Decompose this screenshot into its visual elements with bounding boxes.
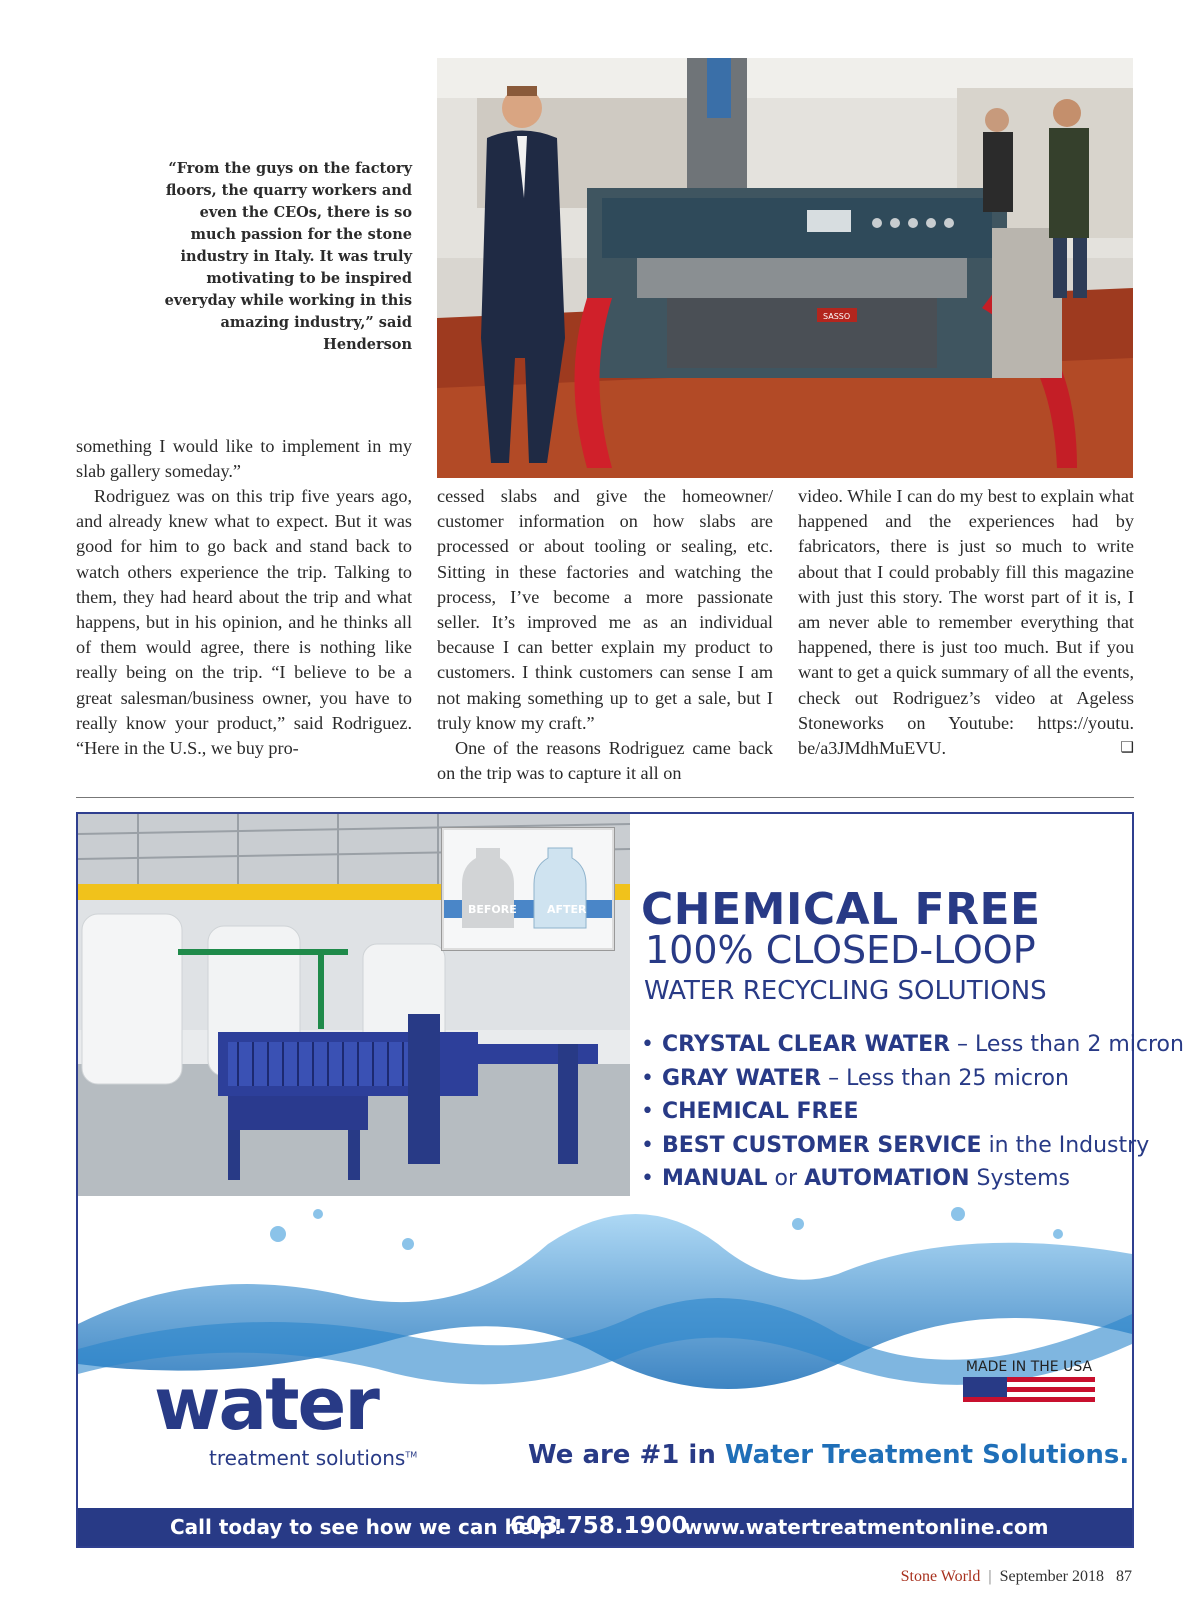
article-photo <box>437 58 1133 478</box>
ad-headline-water-recycling: WATER RECYCLING SOLUTIONS <box>644 976 1047 1006</box>
made-in-usa-badge <box>963 1359 1095 1409</box>
feature-bold: GRAY WATER <box>661 1065 822 1091</box>
ad-contact-bar <box>78 1508 1132 1546</box>
list-item: • CHEMICAL FREE <box>641 1099 859 1124</box>
feature-mid: or <box>767 1166 805 1191</box>
inset-before-label: BEFORE <box>468 903 517 916</box>
magazine-name: Stone World <box>900 1568 981 1585</box>
feature-rest: – Less than 2 micron <box>950 1032 1184 1057</box>
feature-bold: BEST CUSTOMER SERVICE <box>661 1132 982 1158</box>
inset-after-label: AFTER <box>547 903 587 916</box>
page-footer <box>901 1568 1132 1586</box>
article-text <box>798 484 1134 761</box>
feature-bold-2: AUTOMATION <box>804 1166 970 1191</box>
ad-feature-list <box>641 1028 1184 1196</box>
pull-quote: “From the guys on the factory floors, the quarry workers and even the CEOs, there is so much passion for the stone industry in Italy. It was truly motivating to be inspired everyday while working in this amazing industry,” said Henderson <box>164 160 412 353</box>
feature-bold: MANUAL <box>661 1166 768 1191</box>
feature-bold: CRYSTAL CLEAR WATER <box>661 1032 951 1057</box>
article-text: cessed slabs and give the homeowner/ customer information on how slabs are processed or about tooling or sealing, etc. Sitting in these factories and watching the process, I’ve become a more passionate seller. It’s improved me as an individual because I can better explain my product to customers. I think customers can sense I am not making something up to get a sale, but I truly know my craft.” <box>437 486 773 733</box>
page-number: 87 <box>1116 1568 1132 1585</box>
article-text: One of the reasons Rodriguez came back on the trip was to capture it all on <box>437 738 773 784</box>
before-after-inset <box>442 828 614 950</box>
article-text-span: video. While I can do my best to explain what happened and the experiences had by fabricators, there is just so much to write about that I could probably fill this magazine with just this story. The worst part of it is, I am never able to remember everything that happened, there is just too much. But if you want to get a quick summary of all the events, check out Rodriguez’s video at Ageless Stoneworks on Youtube: https://youtu. be/a3JMdhMuEVU. <box>798 486 1134 759</box>
ad-headline-chemical-free: CHEMICAL FREE <box>641 884 1041 935</box>
ad-tagline <box>528 1440 1129 1470</box>
feature-rest: in the Industry <box>981 1132 1150 1158</box>
list-item: • CRYSTAL CLEAR WATER – Less than 2 micron <box>641 1032 1184 1057</box>
feature-rest: – Less than 25 micron <box>821 1065 1069 1091</box>
advertisement <box>76 812 1184 1548</box>
call-to-action: Call today to see how we can help! <box>170 1515 563 1539</box>
article-column-1-top <box>76 434 412 484</box>
ad-factory-photo <box>78 814 630 1196</box>
trademark-mark: TM <box>405 1450 418 1460</box>
section-divider <box>76 797 1134 798</box>
website-url: www.watertreatmentonline.com <box>684 1515 1049 1539</box>
feature-rest: Systems <box>969 1166 1071 1191</box>
water-logo-subtitle <box>209 1446 417 1470</box>
tagline-part-b: Water Treatment Solutions. <box>724 1440 1130 1470</box>
article-text: something I would like to implement in my slab gallery someday.” <box>76 436 412 482</box>
list-item: • MANUAL or AUTOMATION Systems <box>641 1166 1071 1191</box>
made-in-usa-label: MADE IN THE USA <box>965 1359 1093 1375</box>
water-logo-wordmark: water <box>154 1362 378 1446</box>
list-item: • GRAY WATER – Less than 25 micron <box>641 1065 1069 1091</box>
article-column-2 <box>437 484 773 786</box>
article-text: Rodriguez was on this trip five years ago, and already knew what to expect. But it was good for him to go back and stand back to watch others experience the trip. Talking to them, they had heard about the trip and what happens, but in his opinion, and he thinks all of them would agree, there is nothing like really being on the trip. “I believe to be a great salesman/business owner, you have to really know your product,” said Rodriguez. “Here in the U.S., we buy pro- <box>76 486 412 759</box>
article-column-3 <box>798 484 1134 761</box>
ad-headline-closed-loop: 100% CLOSED-LOOP <box>645 928 1036 972</box>
list-item: • BEST CUSTOMER SERVICE in the Industry <box>641 1132 1150 1158</box>
end-mark: ❑ <box>1120 740 1134 757</box>
feature-bold: CHEMICAL FREE <box>661 1099 859 1124</box>
logo-sub-text: treatment solutions <box>209 1446 406 1470</box>
tagline-part-a: We are #1 in <box>528 1440 716 1470</box>
issue-date: September 2018 <box>999 1568 1104 1585</box>
phone-number: 603.758.1900 <box>510 1513 688 1539</box>
machine-label: SASSO <box>823 312 851 321</box>
footer-separator: | <box>988 1568 992 1585</box>
article-column-1 <box>76 484 412 761</box>
us-flag-icon <box>963 1377 1095 1407</box>
